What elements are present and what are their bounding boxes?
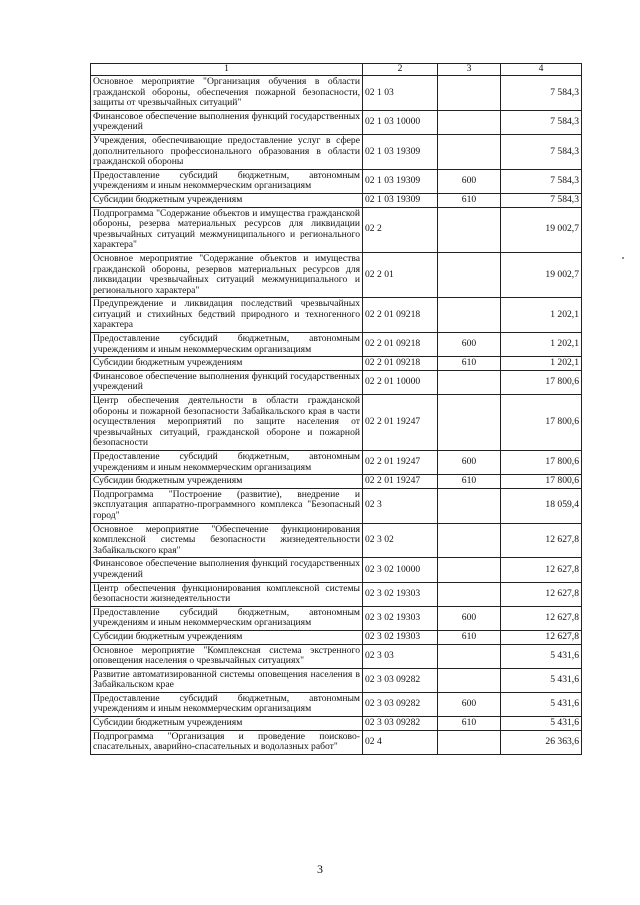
row-amount: 5 431,6	[501, 692, 582, 716]
row-expense-type: 600	[438, 333, 501, 357]
row-code: 02 2 01 09218	[363, 333, 438, 357]
row-amount: 19 002,7	[501, 252, 582, 297]
row-amount: 12 627,8	[501, 630, 582, 644]
page-number: 3	[317, 862, 323, 876]
row-name: Основное мероприятие "Комплексная система экстренного оповещения населения о чрезвычайных ситуациях"	[91, 644, 363, 668]
row-code: 02 2 01 19247	[363, 475, 438, 489]
row-amount: 19 002,7	[501, 207, 582, 252]
table-row	[91, 193, 582, 207]
row-code: 02 3 03 09282	[363, 692, 438, 716]
table-header-row	[91, 64, 582, 76]
table-row	[91, 717, 582, 731]
row-amount: 12 627,8	[501, 558, 582, 582]
row-code: 02 2 01 09218	[363, 298, 438, 333]
row-amount: 7 584,3	[501, 169, 582, 193]
row-expense-type: 610	[438, 630, 501, 644]
row-amount: 17 800,6	[501, 395, 582, 451]
row-code: 02 2 01	[363, 252, 438, 297]
row-expense-type: 610	[438, 475, 501, 489]
row-name: Предоставление субсидий бюджетным, автономным учреждениям и иным некоммерческим организациям	[91, 451, 363, 475]
row-code: 02 2	[363, 207, 438, 252]
table-row	[91, 630, 582, 644]
row-amount: 12 627,8	[501, 582, 582, 606]
table-row	[91, 370, 582, 394]
row-code: 02 2 01 19247	[363, 451, 438, 475]
table-row	[91, 76, 582, 111]
table-row	[91, 606, 582, 630]
row-expense-type: 600	[438, 169, 501, 193]
row-name: Предоставление субсидий бюджетным, автономным учреждениям и иным некоммерческим организациям	[91, 333, 363, 357]
row-name: Финансовое обеспечение выполнения функций государственных учреждений	[91, 110, 363, 134]
table-row	[91, 357, 582, 371]
header-col-4: 4	[501, 64, 582, 76]
table-row	[91, 582, 582, 606]
row-code: 02 2 01 09218	[363, 357, 438, 371]
row-code: 02 3 03 09282	[363, 717, 438, 731]
table-body	[91, 76, 582, 755]
row-name: Субсидии бюджетным учреждениям	[91, 630, 363, 644]
row-amount: 1 202,1	[501, 357, 582, 371]
row-expense-type	[438, 488, 501, 523]
row-amount: 5 431,6	[501, 644, 582, 668]
row-expense-type	[438, 523, 501, 558]
row-name: Основное мероприятие "Организация обучения в области гражданской обороны, обеспечения пожарной безопасности, защиты от чрезвычайных ситуаций"	[91, 76, 363, 111]
row-code: 02 2 01 19247	[363, 395, 438, 451]
row-code: 02 3	[363, 488, 438, 523]
row-expense-type	[438, 644, 501, 668]
row-name: Предоставление субсидий бюджетным, автономным учреждениям и иным некоммерческим организациям	[91, 169, 363, 193]
row-name: Подпрограмма "Построение (развитие), внедрение и эксплуатация аппаратно-программного комплекса "Безопасный город"	[91, 488, 363, 523]
row-expense-type: 600	[438, 692, 501, 716]
table-row	[91, 134, 582, 169]
table-row	[91, 475, 582, 489]
row-expense-type	[438, 252, 501, 297]
table-row	[91, 252, 582, 297]
row-amount: 7 584,3	[501, 134, 582, 169]
row-expense-type: 610	[438, 717, 501, 731]
row-amount: 26 363,6	[501, 730, 582, 754]
row-amount: 1 202,1	[501, 333, 582, 357]
row-expense-type: 600	[438, 606, 501, 630]
row-expense-type	[438, 668, 501, 692]
row-name: Подпрограмма "Организация и проведение поисково-спасательных, аварийно-спасательных и водолазных работ"	[91, 730, 363, 754]
row-amount: 7 584,3	[501, 110, 582, 134]
row-amount: 12 627,8	[501, 606, 582, 630]
row-name: Субсидии бюджетным учреждениям	[91, 717, 363, 731]
row-name: Финансовое обеспечение выполнения функций государственных учреждений	[91, 558, 363, 582]
row-expense-type	[438, 558, 501, 582]
row-code: 02 2 01 10000	[363, 370, 438, 394]
table-row	[91, 451, 582, 475]
row-expense-type	[438, 730, 501, 754]
table-row	[91, 110, 582, 134]
row-code: 02 1 03 19309	[363, 193, 438, 207]
row-name: Подпрограмма "Содержание объектов и имущества гражданской обороны, резерва материальных ресурсов для ликвидации чрезвычайных ситуаций межмуниципального и регионального характера"	[91, 207, 363, 252]
header-col-3: 3	[438, 64, 501, 76]
row-expense-type	[438, 582, 501, 606]
table-row	[91, 523, 582, 558]
row-expense-type	[438, 298, 501, 333]
table-row	[91, 488, 582, 523]
row-code: 02 3 02 19303	[363, 606, 438, 630]
table-row	[91, 395, 582, 451]
table-row	[91, 333, 582, 357]
scan-speck	[622, 257, 624, 259]
row-code: 02 3 02 10000	[363, 558, 438, 582]
row-amount: 5 431,6	[501, 668, 582, 692]
row-code: 02 1 03 19309	[363, 134, 438, 169]
row-code: 02 3 02	[363, 523, 438, 558]
table-row	[91, 644, 582, 668]
row-code: 02 1 03 19309	[363, 169, 438, 193]
row-expense-type: 610	[438, 193, 501, 207]
row-amount: 7 584,3	[501, 76, 582, 111]
row-amount: 17 800,6	[501, 475, 582, 489]
row-code: 02 1 03	[363, 76, 438, 111]
table-row	[91, 692, 582, 716]
row-name: Центр обеспечения деятельности в области гражданской обороны и пожарной безопасности Забайкальского края в части осуществления мероприятий по защите населения от чрезвычайных ситуаций, гражданской обороне и пожарной безопасности	[91, 395, 363, 451]
row-code: 02 3 02 19303	[363, 582, 438, 606]
row-code: 02 1 03 10000	[363, 110, 438, 134]
row-name: Развитие автоматизированной системы оповещения населения в Забайкальском крае	[91, 668, 363, 692]
row-expense-type	[438, 110, 501, 134]
row-name: Основное мероприятие "Содержание объектов и имущества гражданской обороны, резервов материальных ресурсов для ликвидации чрезвычайных ситуаций межмуниципального и регионального характера"	[91, 252, 363, 297]
row-amount: 17 800,6	[501, 451, 582, 475]
row-name: Финансовое обеспечение выполнения функций государственных учреждений	[91, 370, 363, 394]
row-amount: 5 431,6	[501, 717, 582, 731]
row-name: Основное мероприятие "Обеспечение функционирования комплексной системы безопасности жизнедеятельности Забайкальского края"	[91, 523, 363, 558]
row-name: Субсидии бюджетным учреждениям	[91, 193, 363, 207]
row-expense-type: 600	[438, 451, 501, 475]
header-col-2: 2	[363, 64, 438, 76]
row-amount: 7 584,3	[501, 193, 582, 207]
row-name: Предупреждение и ликвидация последствий чрезвычайных ситуаций и стихийных бедствий природного и техногенного характера	[91, 298, 363, 333]
row-expense-type	[438, 395, 501, 451]
table-row	[91, 207, 582, 252]
row-amount: 17 800,6	[501, 370, 582, 394]
row-expense-type: 610	[438, 357, 501, 371]
row-expense-type	[438, 370, 501, 394]
row-expense-type	[438, 76, 501, 111]
table-row	[91, 668, 582, 692]
table-row	[91, 558, 582, 582]
row-amount: 12 627,8	[501, 523, 582, 558]
row-name: Учреждения, обеспечивающие предоставление услуг в сфере дополнительного профессионального образования в области гражданской обороны	[91, 134, 363, 169]
row-name: Предоставление субсидий бюджетным, автономным учреждениям и иным некоммерческим организациям	[91, 606, 363, 630]
table-row	[91, 730, 582, 754]
row-expense-type	[438, 134, 501, 169]
row-code: 02 3 03	[363, 644, 438, 668]
row-code: 02 3 02 19303	[363, 630, 438, 644]
budget-table	[90, 63, 582, 755]
row-name: Субсидии бюджетным учреждениям	[91, 357, 363, 371]
row-code: 02 3 03 09282	[363, 668, 438, 692]
row-code: 02 4	[363, 730, 438, 754]
header-col-1: 1	[91, 64, 363, 76]
table-row	[91, 298, 582, 333]
row-name: Субсидии бюджетным учреждениям	[91, 475, 363, 489]
row-name: Предоставление субсидий бюджетным, автономным учреждениям и иным некоммерческим организациям	[91, 692, 363, 716]
row-amount: 18 059,4	[501, 488, 582, 523]
row-amount: 1 202,1	[501, 298, 582, 333]
row-expense-type	[438, 207, 501, 252]
table-row	[91, 169, 582, 193]
row-name: Центр обеспечения функционирования комплексной системы безопасности жизнедеятельности	[91, 582, 363, 606]
